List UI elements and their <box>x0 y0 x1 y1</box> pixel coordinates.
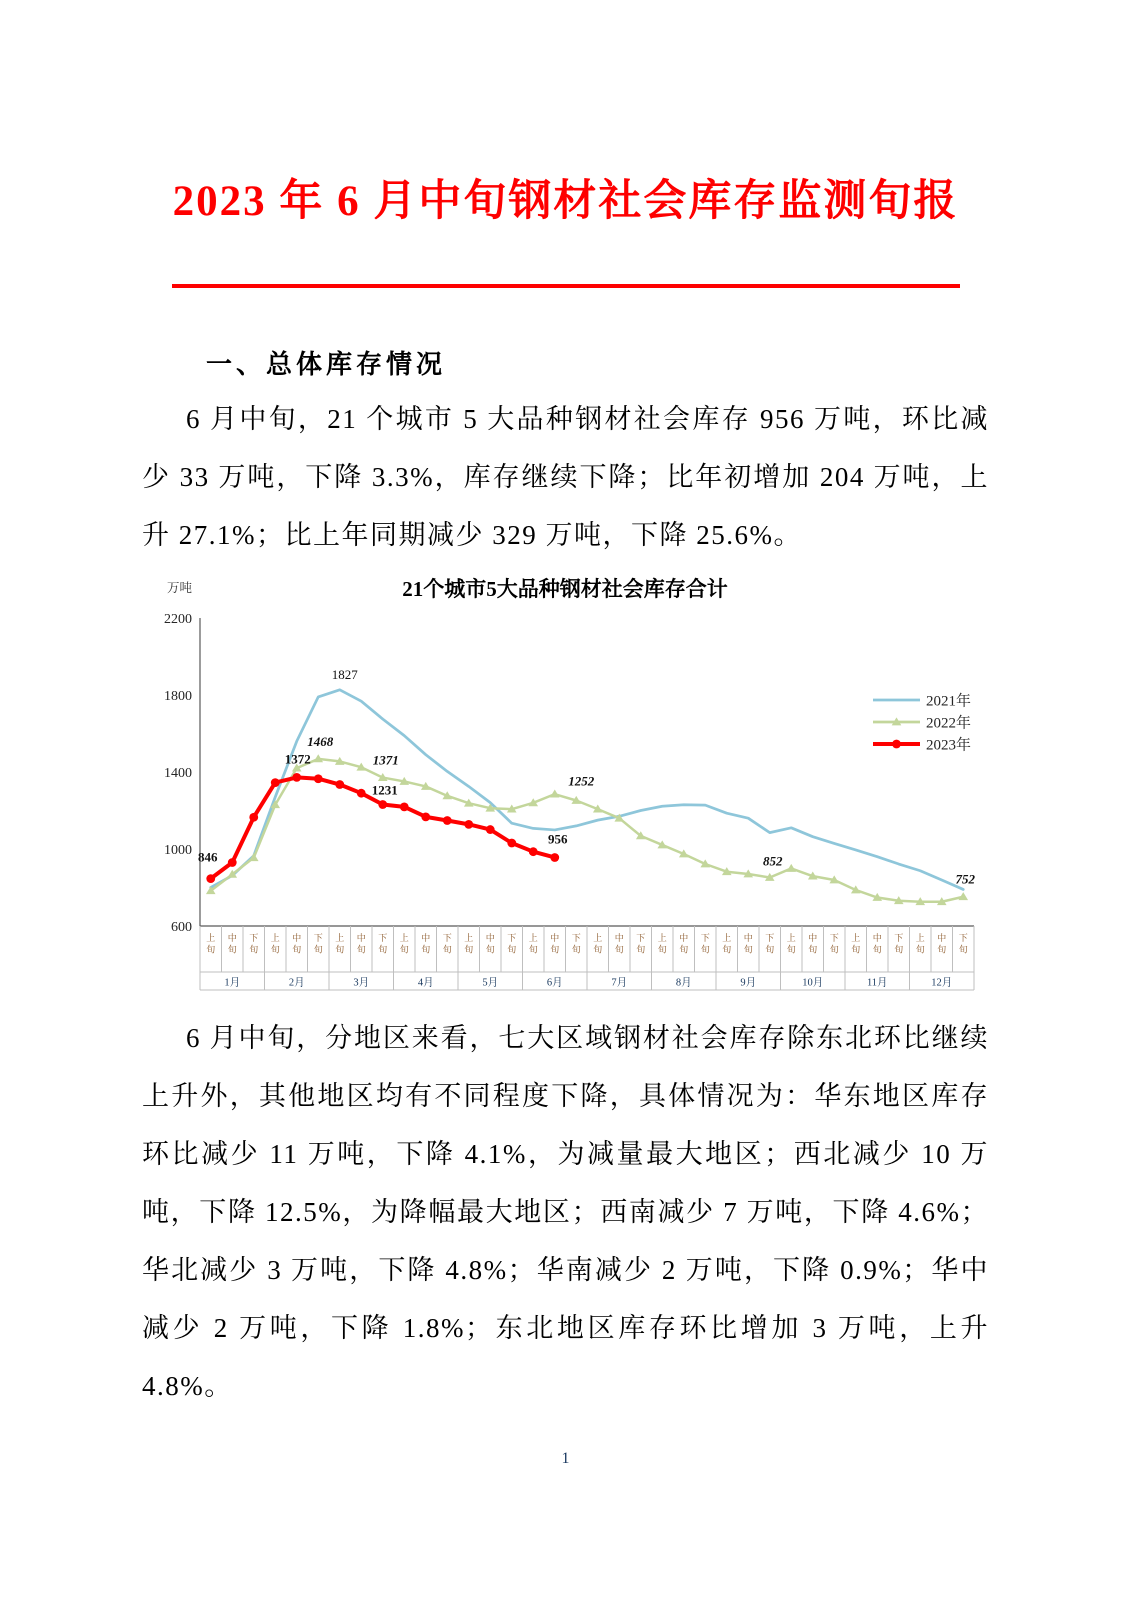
svg-text:中旬: 中旬 <box>808 933 818 955</box>
legend-item-2023年 <box>873 736 971 754</box>
inventory-line-chart <box>140 570 1020 995</box>
data-label-1231: 1231 <box>371 782 398 798</box>
svg-text:下旬: 下旬 <box>700 933 710 955</box>
legend <box>873 692 971 754</box>
svg-text:2022年: 2022年 <box>926 715 972 732</box>
data-label-1371: 1371 <box>372 752 399 768</box>
svg-text:中旬: 中旬 <box>743 933 753 955</box>
svg-text:3月: 3月 <box>353 977 370 989</box>
svg-text:中旬: 中旬 <box>679 933 689 955</box>
y-tick-label: 1400 <box>164 766 192 781</box>
svg-text:中旬: 中旬 <box>550 933 560 955</box>
y-tick-label: 2200 <box>164 612 192 627</box>
y-tick-label: 1000 <box>164 843 192 858</box>
svg-text:中旬: 中旬 <box>227 933 237 955</box>
series-2021年 <box>211 690 964 890</box>
svg-text:上旬: 上旬 <box>528 933 538 955</box>
svg-text:8月: 8月 <box>675 977 692 989</box>
svg-text:下旬: 下旬 <box>829 933 839 955</box>
svg-text:7月: 7月 <box>611 977 628 989</box>
paragraph-overview: 6 月中旬，21 个城市 5 大品种钢材社会库存 956 万吨，环比减少 33 万吨，下降 3.3%，库存继续下降；比年初增加 204 万吨，上升 27.1%；比上年同期减少 329 万吨，下降 25.6%。 <box>142 404 989 550</box>
svg-text:下旬: 下旬 <box>571 933 581 955</box>
title-rule <box>172 284 960 288</box>
svg-text:下旬: 下旬 <box>958 933 968 955</box>
y-axis-unit: 万吨 <box>166 581 192 595</box>
svg-text:上旬: 上旬 <box>335 933 345 955</box>
svg-text:上旬: 上旬 <box>915 933 925 955</box>
svg-text:中旬: 中旬 <box>292 933 302 955</box>
svg-text:上旬: 上旬 <box>206 933 216 955</box>
svg-text:下旬: 下旬 <box>894 933 904 955</box>
data-label-1827: 1827 <box>331 666 358 682</box>
svg-text:下旬: 下旬 <box>249 933 259 955</box>
data-label-846: 846 <box>198 849 218 865</box>
svg-text:6月: 6月 <box>546 977 563 989</box>
report-title: 2023 年 6 月中旬钢材社会库存监测旬报 <box>172 178 959 225</box>
svg-text:11月: 11月 <box>866 977 888 989</box>
chart-title: 21个城市5大品种钢材社会库存合计 <box>402 577 728 601</box>
svg-text:下旬: 下旬 <box>378 933 388 955</box>
svg-text:上旬: 上旬 <box>851 933 861 955</box>
svg-text:中旬: 中旬 <box>937 933 947 955</box>
svg-text:10月: 10月 <box>802 977 824 989</box>
svg-text:上旬: 上旬 <box>270 933 280 955</box>
svg-text:2021年: 2021年 <box>926 693 972 710</box>
svg-text:上旬: 上旬 <box>464 933 474 955</box>
svg-text:下旬: 下旬 <box>442 933 452 955</box>
svg-text:上旬: 上旬 <box>786 933 796 955</box>
legend-item-2021年 <box>873 692 971 710</box>
svg-text:下旬: 下旬 <box>313 933 323 955</box>
data-label-1372: 1372 <box>284 751 311 767</box>
data-label-752: 752 <box>955 871 975 887</box>
svg-text:上旬: 上旬 <box>722 933 732 955</box>
svg-text:9月: 9月 <box>740 977 757 989</box>
svg-text:中旬: 中旬 <box>421 933 431 955</box>
data-label-852: 852 <box>763 853 783 869</box>
svg-text:12月: 12月 <box>931 977 953 989</box>
svg-text:下旬: 下旬 <box>765 933 775 955</box>
svg-text:中旬: 中旬 <box>614 933 624 955</box>
svg-text:2023年: 2023年 <box>926 737 972 754</box>
svg-text:2月: 2月 <box>288 977 305 989</box>
svg-text:上旬: 上旬 <box>657 933 667 955</box>
data-label-1468: 1468 <box>307 733 334 749</box>
svg-text:中旬: 中旬 <box>356 933 366 955</box>
legend-item-2022年 <box>873 714 971 732</box>
svg-text:4月: 4月 <box>417 977 434 989</box>
paragraph-regions: 6 月中旬，分地区来看，七大区域钢材社会库存除东北环比继续上升外，其他地区均有不同程度下降，具体情况为：华东地区库存环比减少 11 万吨，下降 4.1%，为减量最大地区；西北减少 10 万吨，下降 12.5%，为降幅最大地区；西南减少 7 万吨，下降 4.6%；华北减少 3 万吨，下降 4.8%；华南减少 2 万吨，下降 0.9%；华中减少 2 万吨，下降 1.8%；东北地区库存环比增加 3 万吨，上升 4.8%。 <box>142 1023 989 1401</box>
inventory-chart-figure <box>140 570 1020 995</box>
svg-text:下旬: 下旬 <box>507 933 517 955</box>
svg-text:1月: 1月 <box>224 977 241 989</box>
y-tick-label: 600 <box>171 920 192 935</box>
svg-text:上旬: 上旬 <box>399 933 409 955</box>
svg-text:5月: 5月 <box>482 977 499 989</box>
svg-text:中旬: 中旬 <box>872 933 882 955</box>
y-tick-label: 1800 <box>164 689 192 704</box>
section-heading: 一、总体库存情况 <box>206 349 447 379</box>
x-axis-month-labels <box>224 977 952 989</box>
data-label-956: 956 <box>548 831 568 847</box>
svg-text:上旬: 上旬 <box>593 933 603 955</box>
data-label-1252: 1252 <box>568 773 595 789</box>
svg-text:中旬: 中旬 <box>485 933 495 955</box>
page-number: 1 <box>561 1450 570 1467</box>
svg-text:下旬: 下旬 <box>636 933 646 955</box>
